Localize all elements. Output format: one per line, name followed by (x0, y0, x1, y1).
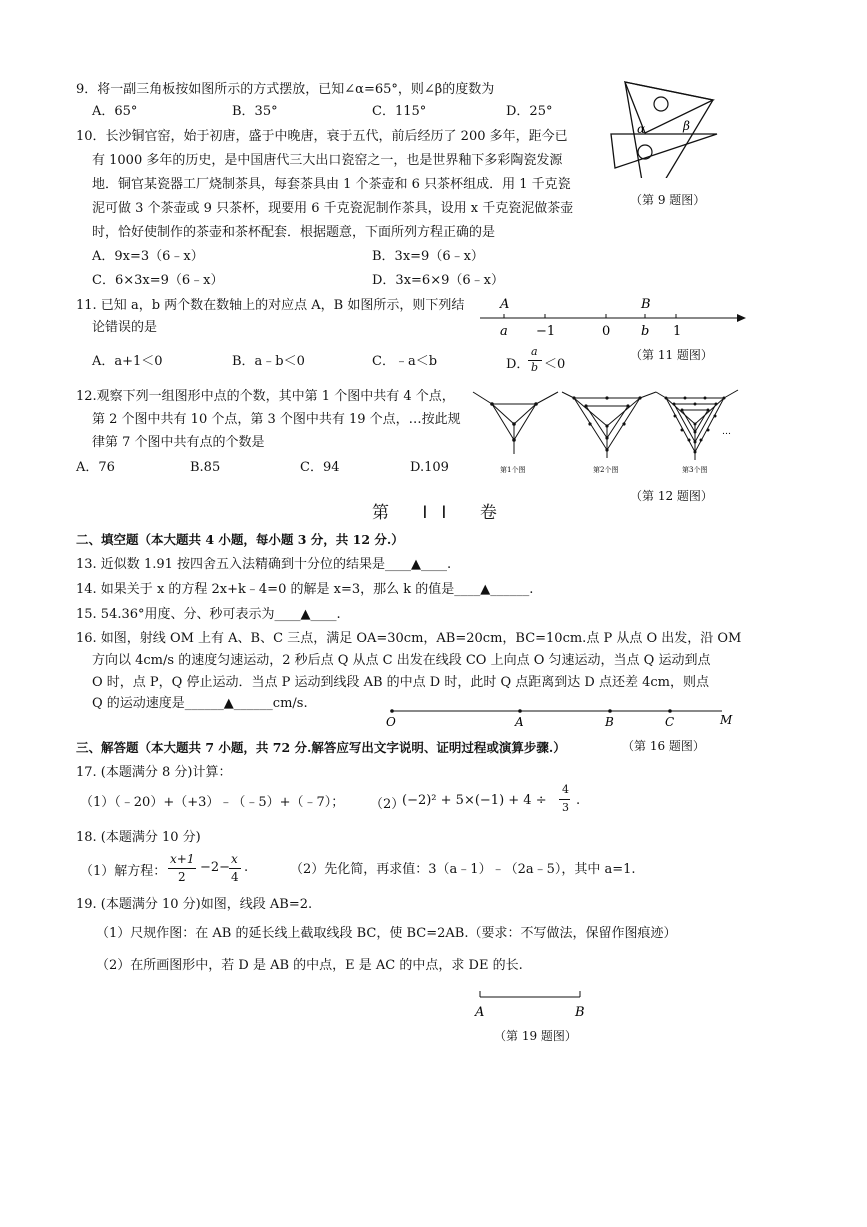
q17-part2-expr: (−2)² + 5×(−1) + 4 ÷ (402, 793, 547, 808)
q16-label-B: B (605, 715, 614, 729)
q16-label-A: A (515, 715, 524, 729)
q18-part1 (80, 852, 270, 888)
q12-line-2: 第 2 个图中共有 10 个点，第 3 个图中共有 19 个点，…按此规 (92, 412, 461, 427)
part2-title: 第 II 卷 (372, 503, 511, 523)
q12-ellipsis: … (722, 427, 731, 437)
section2-heading: 二、填空题（本大题共 4 小题，每小题 3 分，共 12 分.） (76, 532, 404, 547)
q18-part1-den2: 4 (231, 870, 239, 884)
q17-part2-end: . (576, 793, 581, 808)
q19-label-B: B (575, 1005, 585, 1020)
q16-line-4: Q 的运动速度是______▲______cm/s. (92, 696, 308, 711)
q9-beta-label: β (683, 119, 690, 133)
q18-part1-num1: x+1 (170, 852, 195, 866)
q16-label-C: C (665, 715, 675, 729)
q18-part1-mid: −2− (200, 860, 231, 875)
q9-option-a: A．65° (92, 104, 138, 119)
q11-caption: （第 11 题图） (630, 348, 713, 362)
q11-frac-den: b (531, 361, 539, 374)
q9-figure (605, 78, 720, 178)
q19-caption: （第 19 题图） (494, 1029, 577, 1043)
q11-label-minus1: −1 (536, 324, 556, 339)
q11-line-2: 论错误的是 (92, 320, 158, 335)
q19-part2: （2）在所画图形中，若 D 是 AB 的中点，E 是 AC 的中点，求 DE 的长. (96, 958, 523, 973)
q9-caption: （第 9 题图） (630, 193, 706, 207)
q12-line-3: 律第 7 个图中共有点的个数是 (92, 435, 265, 450)
q17-part1: （1）（﹣20）+（+3）﹣（﹣5）+（﹣7）； (80, 795, 345, 810)
q16-ray-figure (380, 702, 740, 732)
q11-label-B: B (641, 297, 651, 312)
q11-frac-num: a (531, 345, 538, 358)
q12-figure-2 (562, 392, 656, 458)
q9-option-b: B．35° (232, 104, 278, 119)
q18-part1-num2: x (231, 852, 238, 866)
q12-fig2-label: 第2个图 (593, 466, 619, 474)
q9-option-d: D．25° (506, 104, 553, 119)
q12-caption: （第 12 题图） (630, 489, 713, 503)
q14-text: 14. 如果关于 x 的方程 2x+k﹣4=0 的解是 x=3，那么 k 的值是____▲______. (76, 582, 534, 597)
q16-label-M: M (720, 713, 733, 727)
q11-frac-rest: ＜0 (544, 357, 566, 372)
q18-part1-den1: 2 (178, 870, 186, 884)
q11-line-1: 11. 已知 a，b 两个数在数轴上的对应点 A，B 如图所示，则下列结 (76, 298, 465, 313)
q16-line-1: 16. 如图，射线 OM 上有 A、B、C 三点，满足 OA=30cm，AB=20cm，BC=10cm.点 P 从点 O 出发，沿 OM (76, 631, 742, 646)
q12-figure-1 (473, 392, 558, 454)
q11-label-one: 1 (673, 324, 682, 339)
q16-line-2: 方向以 4cm/s 的速度匀速运动，2 秒后点 Q 从点 C 出发在线段 CO 上向点 O 匀速运动，当点 Q 运动到点 (92, 653, 711, 668)
q9-text: 9．将一副三角板按如图所示的方式摆放，已知∠α=65°，则∠β的度数为 (76, 82, 495, 97)
q12-fig3-label: 第3个图 (682, 466, 708, 474)
q10-line-5: 时，恰好使制作的茶壶和茶杯配套．根据题意，下面所列方程正确的是 (92, 225, 496, 240)
q10-line-4: 泥可做 3 个茶壶或 9 只茶杯，现要用 6 千克瓷泥制作茶具，设用 x 千克瓷泥做茶壶 (92, 201, 574, 216)
q11-label-A: A (500, 297, 510, 312)
q13-text: 13. 近似数 1.91 按四舍五入法精确到十分位的结果是____▲____. (76, 557, 452, 572)
q12-fig1-label: 第1个图 (500, 466, 526, 474)
q10-option-b: B．3x=9（6﹣x） (372, 249, 484, 264)
section3-heading: 三、解答题（本大题共 7 小题，共 72 分.解答应写出文字说明、证明过程或演算步骤.） (76, 740, 566, 755)
q17-part2 (370, 783, 600, 820)
q11-option-a: A．a+1＜0 (92, 354, 163, 369)
q17-part2-num: 4 (562, 783, 569, 796)
q17-part2-prefix: （2） (370, 797, 405, 812)
q12-option-a: A．76 (76, 460, 115, 475)
q12-option-d: D.109 (410, 460, 449, 475)
q9-alpha-label: α (637, 122, 646, 136)
q19-heading: 19. (本题满分 10 分)如图，线段 AB=2. (76, 897, 313, 912)
q19-label-A: A (475, 1005, 485, 1020)
q12-figure-3 (656, 390, 738, 460)
q15-text: 15. 54.36°用度、分、秒可表示为____▲____. (76, 607, 341, 622)
q11-option-b: B．a﹣b＜0 (232, 354, 305, 369)
q10-line-1: 10．长沙铜官窑，始于初唐，盛于中晚唐，衰于五代，前后经历了 200 多年，距今已 (76, 129, 568, 144)
q16-caption: （第 16 题图） (622, 739, 705, 753)
q19-part1: （1）尺规作图：在 AB 的延长线上截取线段 BC，使 BC=2AB.（要求：不写做法，保留作图痕迹） (96, 926, 677, 941)
q10-line-3: 地．铜官某瓷器工厂烧制茶具，每套茶具由 1 个茶壶和 6 只茶杯组成．用 1 千克瓷 (92, 177, 571, 192)
q11-label-zero: 0 (602, 324, 611, 339)
q18-part1-prefix: （1）解方程： (80, 864, 167, 879)
q12-line-1: 12.观察下列一组图形中点的个数，其中第 1 个图中共有 4 个点， (76, 389, 455, 404)
q11-label-a: a (500, 324, 508, 339)
q12-option-c: C．94 (300, 460, 340, 475)
q16-label-O: O (386, 715, 396, 729)
q18-part1-end: . (244, 860, 249, 875)
q16-line-3: O 时，点 P，Q 停止运动．当点 P 运动到线段 AB 的中点 D 时，此时 Q 点距离到达 D 点还差 4cm，则点 (92, 675, 709, 690)
q10-option-c: C．6×3x=9（6﹣x） (92, 273, 224, 288)
q11-label-b: b (641, 324, 650, 339)
q12-option-b: B.85 (190, 460, 221, 475)
q19-segment-figure (470, 988, 590, 1022)
q11-option-c: C．﹣a＜b (372, 354, 438, 369)
q18-part2: （2）先化简，再求值：3（a﹣1）﹣（2a﹣5），其中 a=1. (290, 862, 636, 877)
q10-option-d: D．3x=6×9（6﹣x） (372, 273, 504, 288)
q18-heading: 18. (本题满分 10 分) (76, 830, 201, 845)
q11-number-line (478, 292, 750, 340)
q17-heading: 17. (本题满分 8 分)计算： (76, 765, 232, 780)
q17-part2-den: 3 (562, 801, 569, 814)
q10-option-a: A．9x=3（6﹣x） (92, 249, 204, 264)
q10-line-2: 有 1000 多年的历史，是中国唐代三大出口瓷窑之一，也是世界釉下多彩陶瓷发源 (92, 153, 563, 168)
q12-figures (470, 384, 745, 476)
q9-option-c: C．115° (372, 104, 427, 119)
